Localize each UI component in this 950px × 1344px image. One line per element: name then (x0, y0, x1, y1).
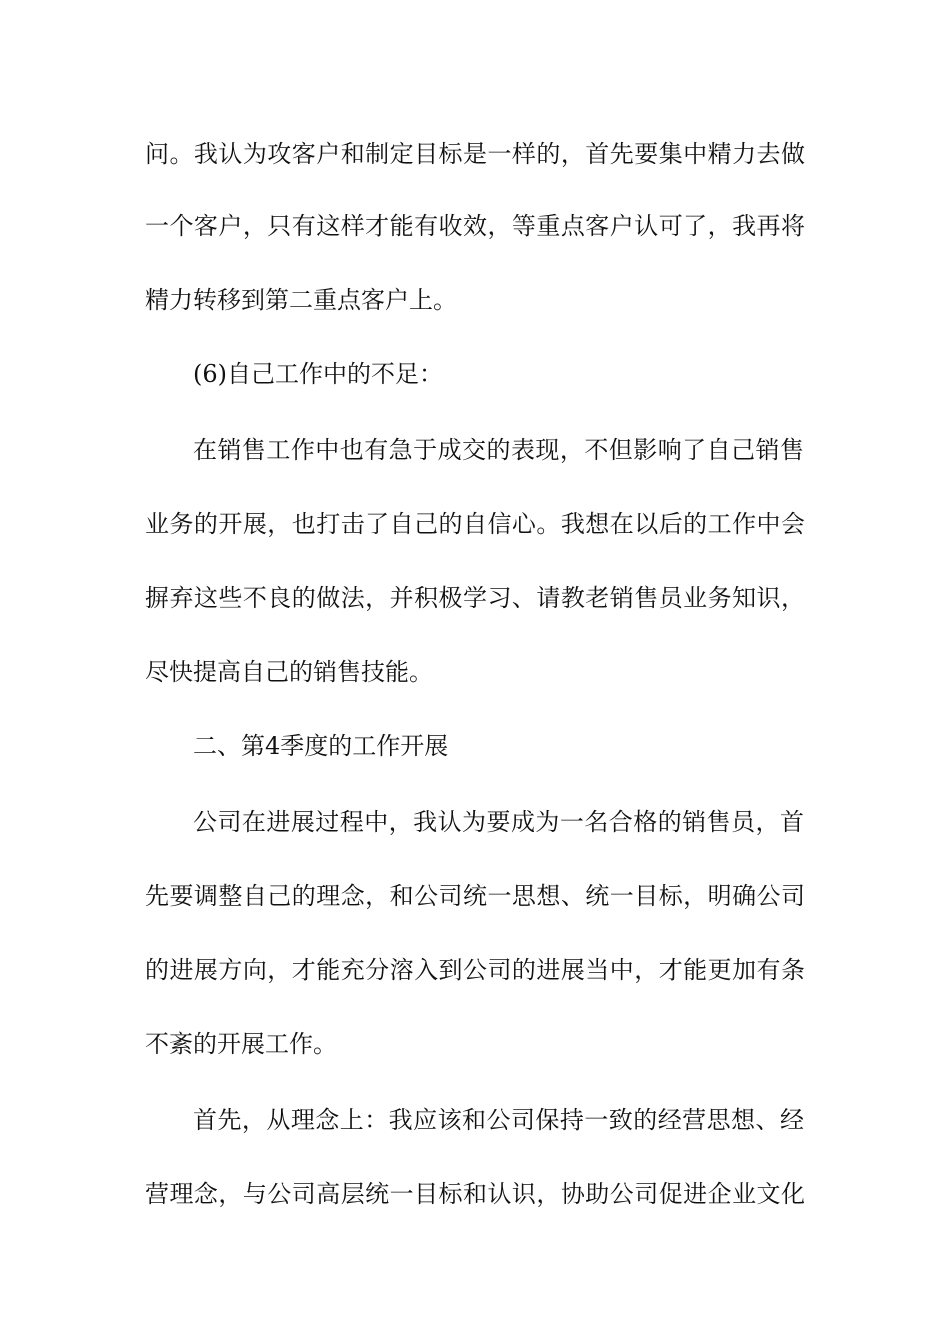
text-line-13: 不紊的开展工作。 (145, 1030, 337, 1058)
section-heading-2: 二、第4季度的工作开展 (193, 732, 449, 760)
text-line-15: 营理念，与公司高层统一目标和认识，协助公司促进企业文化 (145, 1180, 805, 1208)
text-line-11: 先要调整自己的理念，和公司统一思想、统一目标，明确公司 (145, 882, 805, 910)
text-line-1: 问。我认为攻客户和制定目标是一样的，首先要集中精力去做 (145, 140, 805, 168)
section-heading-6: (6)自己工作中的不足： (193, 360, 443, 388)
text-line-14: 首先，从理念上：我应该和公司保持一致的经营思想、经 (193, 1106, 804, 1134)
text-line-10: 公司在进展过程中，我认为要成为一名合格的销售员，首 (193, 808, 804, 836)
text-line-2: 一个客户，只有这样才能有收效，等重点客户认可了，我再将 (145, 212, 805, 240)
text-line-8: 尽快提高自己的销售技能。 (145, 658, 433, 686)
text-line-5: 在销售工作中也有急于成交的表现，不但影响了自己销售 (193, 436, 804, 464)
text-line-12: 的进展方向，才能充分溶入到公司的进展当中，才能更加有条 (145, 956, 805, 984)
text-line-7: 摒弃这些不良的做法，并积极学习、请教老销售员业务知识， (145, 584, 805, 612)
text-line-3: 精力转移到第二重点客户上。 (145, 286, 457, 314)
text-line-6: 业务的开展，也打击了自己的自信心。我想在以后的工作中会 (145, 510, 805, 538)
